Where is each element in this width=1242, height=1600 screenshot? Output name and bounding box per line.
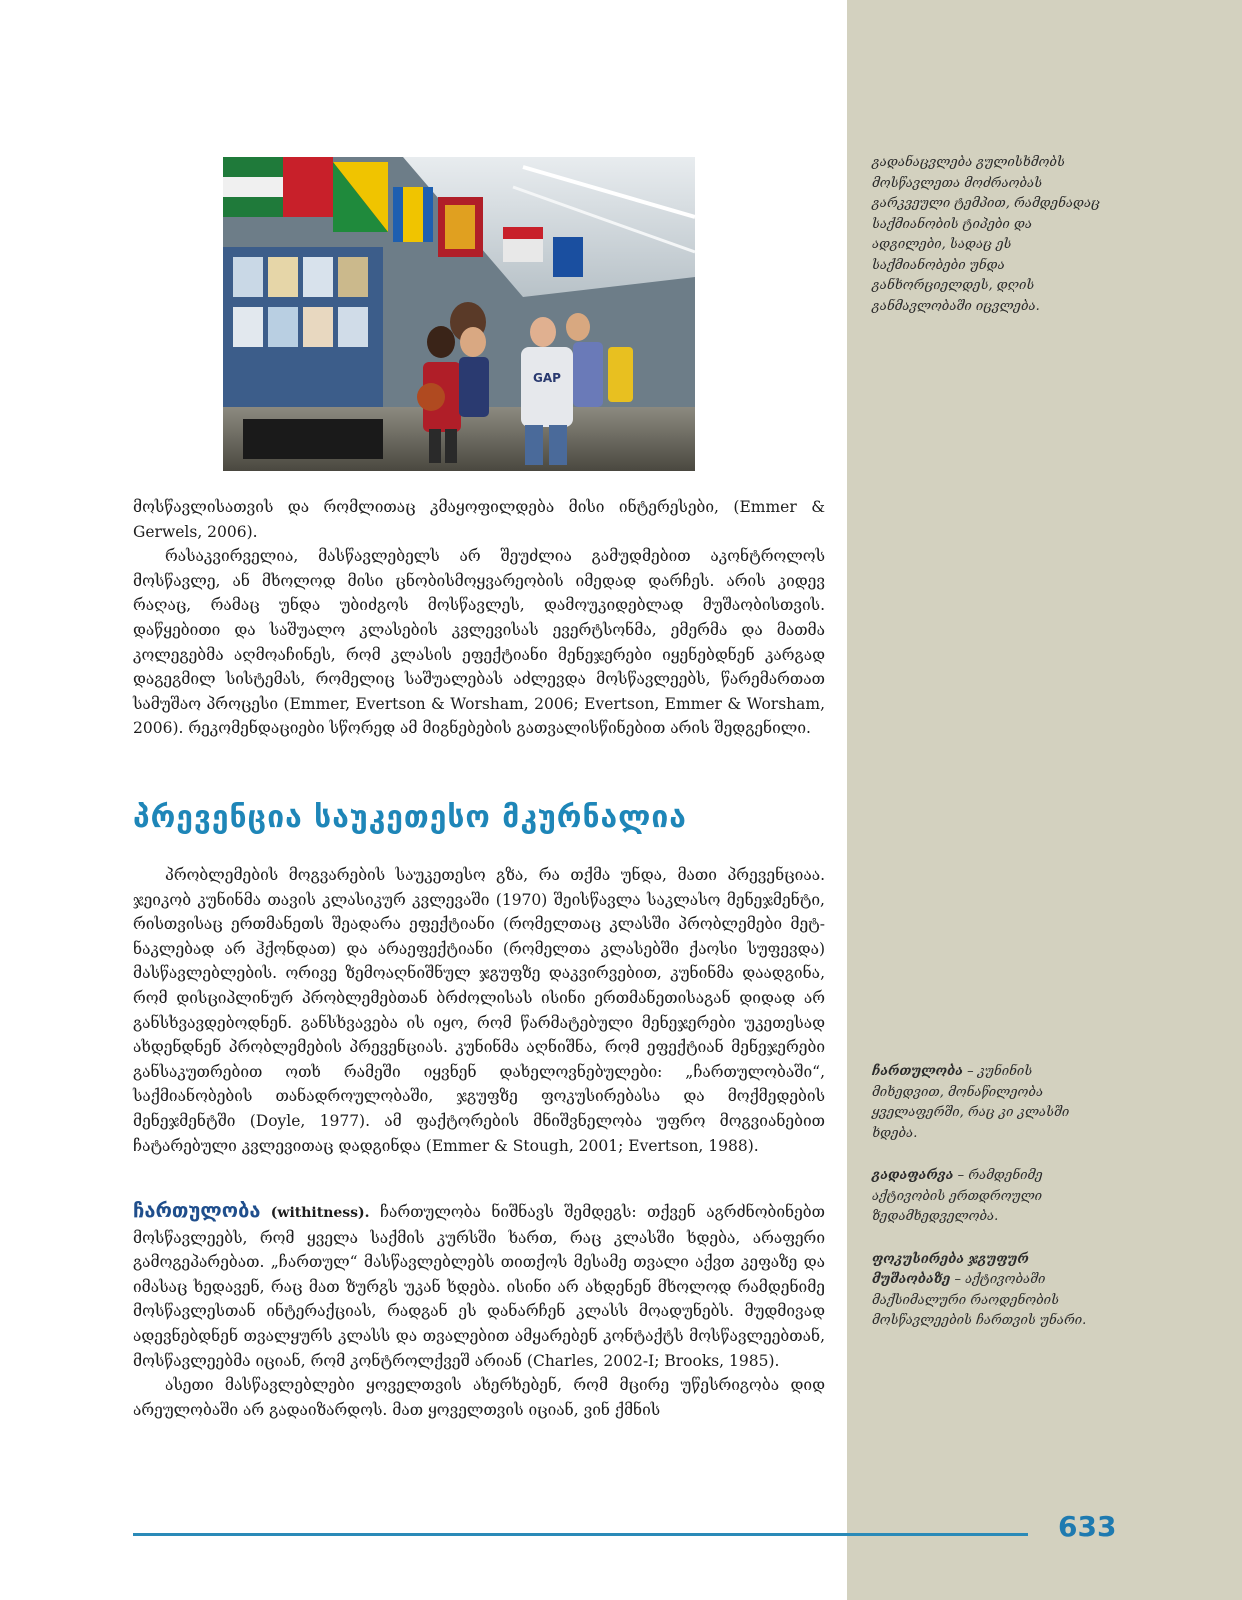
glossary-term: გადაფარვა bbox=[872, 1168, 954, 1183]
paragraph: მოსწავლისათვის და რომლითაც კმაყოფილდება მისი ინტერესები, (Emmer & Gerwels, 2006). bbox=[133, 498, 825, 541]
hallway-illustration bbox=[223, 157, 695, 471]
paragraph: პრობლემების მოგვარების საუკეთესო გზა, რა თქმა უნდა, მათი პრევენციაა. ჯეიკობ კუნინმა თავის კლასიკურ კვლევაში (1970) შეისწავლა საკლასო მენეჯმენტი, რისთვისაც ერთმანეთს შეადარა ეფექტიანი (რომელთაც კლასში პრობლემები მეტ-ნაკლებად არ ჰქონდათ) და არაეფექტიანი (რომელთა კლასებში ქაოსი სუფევდა) მასწავლებლების. ორივე ზემოაღნიშნულ ჯგუფზე დაკვირვებით, კუნინმა დაადგინა, რომ დისციპლინურ პრობლემებთან ბრძოლისას ისინი ერთმანეთისაგან დიდად არ განსხვავდებოდნენ. განსხვავება ის იყო, რომ წარმატებული მენეჯერები უკეთესად ახდენდნენ პრობლემების პრევენციას. კუნინმა აღნიშნა, რომ ეფექტიან მენეჯერები განსაკუთრებით ოთხ რამეში იყვნენ დახელოვნებულები: „ჩართულობაში“, საქმიანობების თანადროულობაში, ჯგუფზე ფოკუსირებასა და მოქმედების მენეჯმენტში (Doyle, 1977). ამ ფაქტორების მნიშვნელობა უფრო მოგვიანებით ჩატარებული კვლევითაც დადგინდა (Emmer & Stough, 2001; Evertson, 1988). bbox=[133, 866, 825, 1155]
classroom-photo bbox=[223, 157, 695, 471]
glossary-item-withitness bbox=[872, 1062, 1102, 1144]
body-text-intro bbox=[133, 495, 825, 741]
svg-text:GAP: GAP bbox=[533, 371, 561, 385]
inline-heading-english: (withitness). bbox=[260, 1205, 370, 1221]
footer-rule bbox=[133, 1533, 1028, 1536]
margin-note-text: გადანაცვლება გულისხმობს მოსწავლეთა მოძრაობას გარკვეული ტემპით, რამდენადაც საქმიანობის ტიპები და ადგილები, სადაც ეს საქმიანობები უნდა განხორციელდეს, დღის განმავლობაში იცვლება. bbox=[872, 155, 1101, 314]
glossary-item-overlapping bbox=[872, 1166, 1102, 1228]
margin-note-displacement bbox=[872, 153, 1102, 339]
glossary-definition: – რამდენიმე აქტივობის ერთდროული ზედამხედველობა. bbox=[872, 1168, 1043, 1224]
section-heading: პრევენცია საუკეთესო მკურნალია bbox=[133, 800, 687, 835]
body-text-prevention bbox=[133, 863, 825, 1158]
body-text-withitness bbox=[133, 1198, 825, 1422]
glossary-definition: – კუნინის მიხედვით, მონაწილეობა ყველაფერში, რაც კი კლასში ხდება. bbox=[872, 1064, 1070, 1141]
paragraph bbox=[133, 1198, 825, 1373]
glossary-item-group-focus bbox=[872, 1250, 1102, 1332]
paragraph: რასაკვირველია, მასწავლებელს არ შეუძლია გამუდმებით აკონტროლოს მოსწავლე, ან მხოლოდ მისი ცნობისმოყვარეობის იმედად დარჩეს. არის კიდევ რაღაც, რამაც უნდა უბიძგოს მოსწავლეს, დამოუკიდებლად მუშაობისთვის. დაწყებითი და საშუალო კლასების კვლევისას ევერტსონმა, ემერმა და მათმა კოლეგებმა აღმოაჩინეს, რომ კლასის ეფექტიანი მენეჯერები იყენებდნენ კარგად დაგეგმილ სისტემას, რომელიც საშუალებას აძლევდა მოსწავლეებს, წარემართათ სამუშაო პროცესი (Emmer, Evertson & Worsham, 2006; Evertson, Emmer & Worsham, 2006). რეკომენდაციები სწორედ ამ მიგნებების გათვალისწინებით არის შედგენილი. bbox=[133, 547, 825, 738]
glossary-term: ფოკუსირება ჯგუფურ მუშაობაზე bbox=[872, 1251, 1029, 1287]
inline-heading: ჩართულობა bbox=[133, 1198, 261, 1222]
margin-glossary bbox=[872, 1062, 1102, 1354]
page-number: 633 bbox=[1058, 1510, 1117, 1543]
paragraph-text: ჩართულობა ნიშნავს შემდეგს: თქვენ აგრძნობინებთ მოსწავლეებს, რომ ყველა საქმის კურსში ხართ, რაც კლასში ხდება, არაფერი გამოგეპარებათ. „ჩართულ“ მასწავლებლებს თითქოს მესამე თვალი აქვთ კეფაზე და იმასაც ხედავენ, რაც მათ ზურგს უკან ხდება. ისინი არ ახდენენ მხოლოდ რამდენიმე მოსწავლესთან ინტერაქციას, რადგან ეს დანარჩენ კლასს მოადუნებს. მუდმივად ადევნებდნენ თვალყურს კლასს და თვალებით ამყარებენ კონტაქტს მოსწავლეებთან, მოსწავლეებმა იციან, რომ კონტროლქვეშ არიან (Charles, 2002-I; Brooks, 1985). bbox=[133, 1203, 825, 1370]
glossary-term: ჩართულობა bbox=[872, 1064, 963, 1079]
glossary-definition: – აქტივობაში მაქსიმალური რაოდენობის მოსწავლეების ჩართვის უნარი. bbox=[872, 1272, 1087, 1328]
paragraph: ასეთი მასწავლებლები ყოველთვის ახერხებენ, რომ მცირე უწესრიგობა დიდ არეულობაში არ გადაიზარდოს. მათ ყოველთვის იციან, ვინ ქმნის bbox=[133, 1376, 825, 1419]
